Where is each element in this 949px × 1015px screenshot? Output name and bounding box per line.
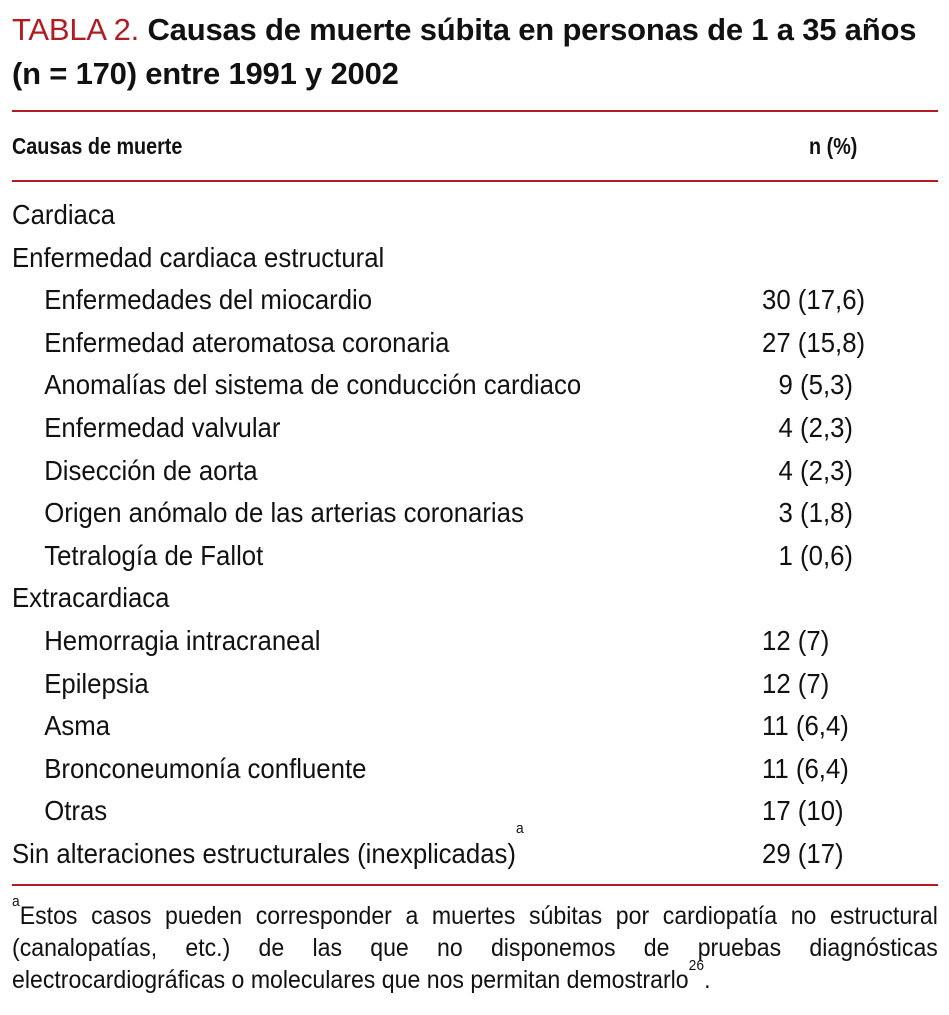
row-cause <box>12 407 280 450</box>
table-row <box>12 322 938 365</box>
row-cause-text: Origen anómalo de las arterias coronarias <box>44 497 524 529</box>
row-value: 11 (6,4) <box>762 710 849 742</box>
row-cause-text: Bronconeumonía confluente <box>44 752 367 784</box>
row-cause-text: Hemorragia intracraneal <box>44 624 321 656</box>
row-value: 12 (7) <box>762 667 830 699</box>
table-header <box>12 112 938 180</box>
row-value: 17 (10) <box>762 795 844 827</box>
footnote <box>12 892 938 996</box>
row-cause-text: Tetralogía de Fallot <box>44 539 264 571</box>
row-cause <box>12 194 115 237</box>
row-cause <box>12 237 384 280</box>
row-value <box>762 237 924 280</box>
table-row <box>12 705 938 748</box>
row-cause <box>12 663 149 706</box>
footnote-text: Estos casos pueden corresponder a muertes súbitas por cardiopatía no estructural (canalopatías, etc.) de las que no disponemos de pruebas diagnósticas electrocardiográficas o moleculares que nos permitan demostrarlo <box>12 901 938 994</box>
row-cause <box>12 322 449 365</box>
row-value <box>762 577 924 620</box>
row-cause-text: Anomalías del sistema de conducción cardiaco <box>44 369 582 401</box>
table-row <box>12 407 938 450</box>
row-value: 4 (2,3) <box>778 411 854 443</box>
table-row <box>12 819 938 876</box>
row-cause-text: Enfermedades del miocardio <box>44 284 373 316</box>
table-label: TABLA 2. <box>12 12 140 47</box>
header-n: n (%) <box>809 132 858 159</box>
row-value <box>762 194 924 237</box>
row-cause <box>12 535 263 578</box>
table-title <box>12 8 938 96</box>
row-value: 30 (17,6) <box>762 284 866 316</box>
table-row <box>12 577 938 620</box>
row-cause-text: Enfermedad ateromatosa coronaria <box>44 326 450 358</box>
table-row <box>12 450 938 493</box>
footnote-marker: a <box>12 892 20 910</box>
table-row <box>12 535 938 578</box>
row-value: 11 (6,4) <box>762 752 849 784</box>
table-row <box>12 237 938 280</box>
row-cause-text: Asma <box>44 710 111 742</box>
table-row <box>12 492 938 535</box>
row-cause <box>12 705 110 748</box>
row-value: 27 (15,8) <box>762 326 866 358</box>
table-title-text: Causas de muerte súbita en personas de 1 a 35 años (n = 170) entre 1991 y 2002 <box>12 12 917 91</box>
table-row <box>12 790 938 833</box>
row-cause <box>12 577 169 620</box>
row-cause <box>12 364 581 407</box>
row-cause <box>12 748 366 791</box>
row-value: 3 (1,8) <box>778 497 854 529</box>
row-cause <box>12 790 107 833</box>
row-value: 29 (17) <box>762 837 844 869</box>
table-row <box>12 663 938 706</box>
footnote-end: . <box>704 965 711 994</box>
table-document <box>12 0 938 996</box>
row-cause <box>12 279 372 322</box>
row-cause <box>12 450 258 493</box>
row-cause-text: Otras <box>44 795 108 827</box>
row-cause-text: Disección de aorta <box>44 454 258 486</box>
row-cause <box>12 492 524 535</box>
row-cause-text: Enfermedad cardiaca estructural <box>12 241 385 273</box>
row-cause-text: Cardiaca <box>12 199 116 230</box>
row-cause-text: Epilepsia <box>44 667 149 699</box>
header-cause: Causas de muerte <box>12 132 183 159</box>
bottom-rule <box>12 884 938 886</box>
row-value: 12 (7) <box>762 624 830 656</box>
row-cause <box>12 819 524 876</box>
row-value: 1 (0,6) <box>778 539 854 571</box>
table-row <box>12 279 938 322</box>
row-footnote-marker: a <box>516 819 524 837</box>
row-value: 4 (2,3) <box>778 454 854 486</box>
row-cause <box>12 620 321 663</box>
table-row <box>12 748 938 791</box>
table-row <box>12 620 938 663</box>
row-value: 9 (5,3) <box>778 369 854 401</box>
row-cause-text: Extracardiaca <box>12 582 170 614</box>
table-row <box>12 364 938 407</box>
row-cause-text: Enfermedad valvular <box>44 411 281 443</box>
table-body <box>12 182 938 884</box>
row-cause-text: Sin alteraciones estructurales (inexplicadas) <box>12 837 517 869</box>
table-row <box>12 194 938 237</box>
footnote-reference: 26 <box>688 956 705 974</box>
